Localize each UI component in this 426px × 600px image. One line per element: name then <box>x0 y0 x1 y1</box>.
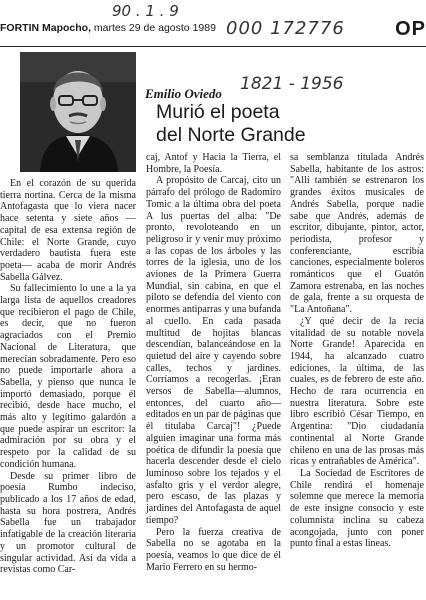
section-label: OP <box>395 18 426 40</box>
column-1-paragraph: En el corazón de su querida tierra nortina. Cerca de la misma Antofagasta que lo viera nacer hace setenta y siete años —capital de esa extensa región de Chile: el Norte Grande, cuyo verdadero bautista fuera este poeta— acaba de morir Andrés Sabella Gálvez. <box>0 178 136 283</box>
column-3-paragraph: ¿Y qué decir de la recia vitalidad de su notable novela Norte Grande! Aparecida en 1944, ha alcanzado cuatro ediciones, la última, de las cuales, es de febrero de este año. Hecho de rara ocurrencia en nuestra literatura. Sobre este libro escribió César Tiempo, en Argentina: "Dio ciudadanía continental al Norte Grande chileno en una de las prosas más ricas y entrañables de América". <box>290 315 424 468</box>
column-3-paragraph: La Sociedad de Escritores de Chile rendirá el homenaje solemne que merece la memoria de este insigne consocio y este columnista inclina su cabeza acongojada, junto con poner punto final a estas líneas. <box>290 467 424 550</box>
handwritten-top-note: 90 . 1 . 9 <box>112 2 179 20</box>
publication-date: martes 29 de agosto 1989 <box>93 22 216 34</box>
masthead-rule <box>0 46 426 47</box>
article-column-1 <box>0 178 136 576</box>
article-column-3 <box>290 152 424 550</box>
article-author: Emilio Oviedo <box>145 86 222 101</box>
publication-name: FORTIN Mapocho, <box>0 22 91 34</box>
handwritten-author-dates: 1821 - 1956 <box>240 74 344 94</box>
column-1-paragraph: Su fallecimiento lo une a la ya larga lista de aquellos creadores que recibieron el pago de Chile, es decir, que no fueron agraciados con el Premio Nacional de Literatura, que merecían sobradamente. Pero eso no puede importarle ahora a Sabella, y pienso que nunca le importó demasiado, porque él recibió, desde hace mucho, el más alto y legítimo galardón a que puede aspirar un escritor: la admiración por su obra y el respeto por la calidad de su condición humana. <box>0 283 136 470</box>
article-title <box>156 101 306 147</box>
author-portrait-image <box>20 52 136 172</box>
article-column-2 <box>146 152 281 573</box>
column-2-paragraph: caj, Antof y Hacia la Tierra, el Hombre, la Poesía. <box>146 152 281 175</box>
column-1-paragraph: Desde su primer libro de poesía Rumbo indeciso, publicado a los 17 años de edad, hasta su hora postrera, Andrés Sabella fue un trabajador infatigable de la creación literaria y un promotor cultural de singular actividad. Así da vida a revistas como Car- <box>0 470 136 576</box>
column-2-paragraph: A propósito de Carcaj, cito un párrafo del prólogo de Radomiro Tomic a la última obra del poeta A lus puertas del alba: "De pronto, revoloteando en un peligroso ir y venir muy próximo a las copas de los árboles y las torres de la iglesia, uno de los aviones de la Primera Guerra Mundial, sin cabina, en que el piloto se defendía del viento con enormes antiparras y una bufanda al cuello. En cada pasada multitud de hojitas blancas descendían, balanceándose en la quietud del aire y cayendo sobre calles, techos y jardines. Corríamos a recogerlas. ¡Eran versos de Sabella—alumnos, entonces, del cuarto año— editados en un par de páginas que él titulaba Carcaj"! ¿Puede alguien imaginar una forma más poética de difundir la poesía que hacerla descender desde el cielo luminoso sobre los tejados y el asfalto gris y el verdor alegre, pero escaso, de las plazas y jardines del Antofagasta de aquel tiempo? <box>146 175 281 526</box>
publication-line <box>0 22 216 34</box>
masthead <box>0 20 426 38</box>
column-3-paragraph: sa semblanza titulada Andrés Sabella, habitante de los astros: "Allí también se estrenaron los grandes éxitos musicales de Andrés Sabella, porque nadie sabe que Andrés, además de escritor, dibujante, pintor, actor, periodista, profesor y conferenciante, escribía canciones, especialmente boleros románticos que el Guatón Zamora estrenaba, en las noches de gala, frente a su orquesta de "La Antoñana". <box>290 152 424 316</box>
title-line-1: Murió el poeta <box>156 101 280 123</box>
author-photo <box>20 52 136 172</box>
title-line-2: del Norte Grande <box>156 124 306 146</box>
handwritten-archive-number: 000 172776 <box>226 18 345 39</box>
column-2-paragraph: Pero la fuerza creativa de Sabella no se agotaba en la poesía, veamos lo que dice de él Mario Ferrero en su hermo- <box>146 526 281 573</box>
